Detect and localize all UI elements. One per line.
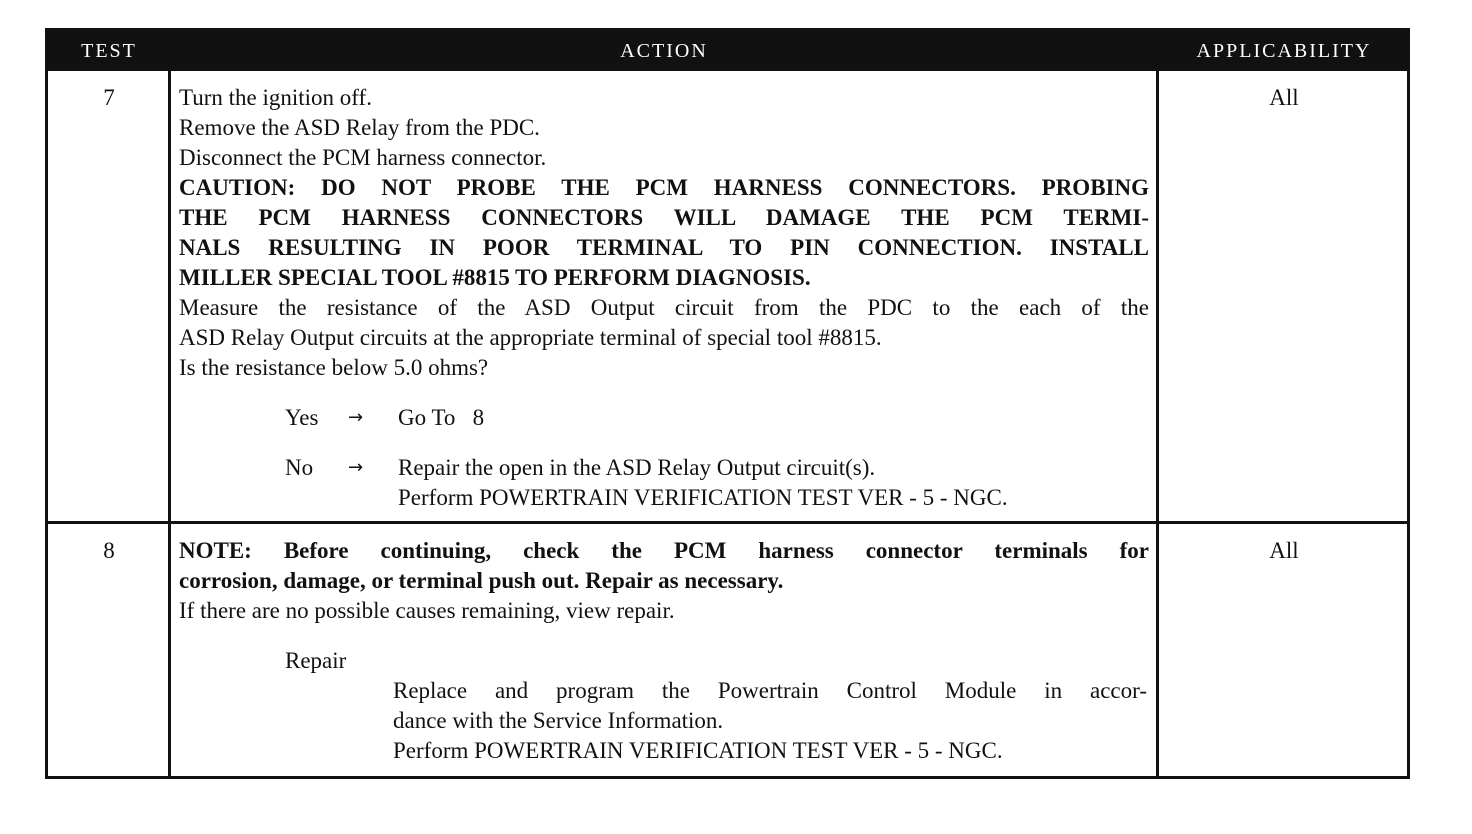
row-7-measure-1: Measure the resistance of the ASD Output circuit from the PDC to the each of the xyxy=(179,295,1149,320)
row-8-note-1: NOTE: Before continuing, check the PCM harness connector terminals for xyxy=(179,538,1149,563)
row-7-line-2: Remove the ASD Relay from the PDC. xyxy=(179,115,540,140)
row-7-question: Is the resistance below 5.0 ohms? xyxy=(179,355,489,380)
row-7-line-1: Turn the ignition off. xyxy=(179,85,372,110)
header-applicability: APPLICABILITY xyxy=(1196,40,1372,62)
yes-label: Yes xyxy=(285,405,319,430)
no-action-1: Repair the open in the ASD Relay Output circuit(s). xyxy=(398,455,876,480)
row-8-line: If there are no possible causes remaining, view repair. xyxy=(179,598,675,623)
row-divider xyxy=(48,521,1407,524)
repair-line-2: dance with the Service Information. xyxy=(393,708,724,733)
row-7-test-number: 7 xyxy=(103,85,115,110)
repair-label: Repair xyxy=(285,648,347,673)
yes-action: Go To 8 xyxy=(398,405,485,430)
row-7-caution-4: MILLER SPECIAL TOOL #8815 TO PERFORM DIAGNOSIS. xyxy=(179,265,811,290)
diagnostic-table xyxy=(45,28,1410,779)
row-7-applicability: All xyxy=(1269,85,1299,110)
no-action-2: Perform POWERTRAIN VERIFICATION TEST VER - 5 - NGC. xyxy=(398,485,1008,510)
table-header xyxy=(48,31,1407,71)
header-test: TEST xyxy=(81,40,137,62)
column-divider-2 xyxy=(1156,71,1159,776)
row-8-note-2: corrosion, damage, or terminal push out. Repair as necessary. xyxy=(179,568,784,593)
header-action: ACTION xyxy=(620,40,708,62)
repair-line-1: Replace and program the Powertrain Control Module in accor- xyxy=(393,678,1147,703)
row-7-caution-3: NALS RESULTING IN POOR TERMINAL TO PIN CONNECTION. INSTALL xyxy=(179,235,1149,260)
row-8-applicability: All xyxy=(1269,538,1299,563)
yes-arrow-icon: → xyxy=(348,407,364,428)
row-7-caution-1: CAUTION: DO NOT PROBE THE PCM HARNESS CONNECTORS. PROBING xyxy=(179,175,1149,200)
column-divider-1 xyxy=(168,71,171,776)
repair-line-3: Perform POWERTRAIN VERIFICATION TEST VER - 5 - NGC. xyxy=(393,738,1003,763)
no-label: No xyxy=(285,455,314,480)
row-7-caution-2: THE PCM HARNESS CONNECTORS WILL DAMAGE THE PCM TERMI- xyxy=(179,205,1149,230)
no-arrow-icon: → xyxy=(348,457,364,478)
row-7-line-3: Disconnect the PCM harness connector. xyxy=(179,145,547,170)
row-7-measure-2: ASD Relay Output circuits at the appropriate terminal of special tool #8815. xyxy=(179,325,882,350)
row-8-test-number: 8 xyxy=(103,538,115,563)
